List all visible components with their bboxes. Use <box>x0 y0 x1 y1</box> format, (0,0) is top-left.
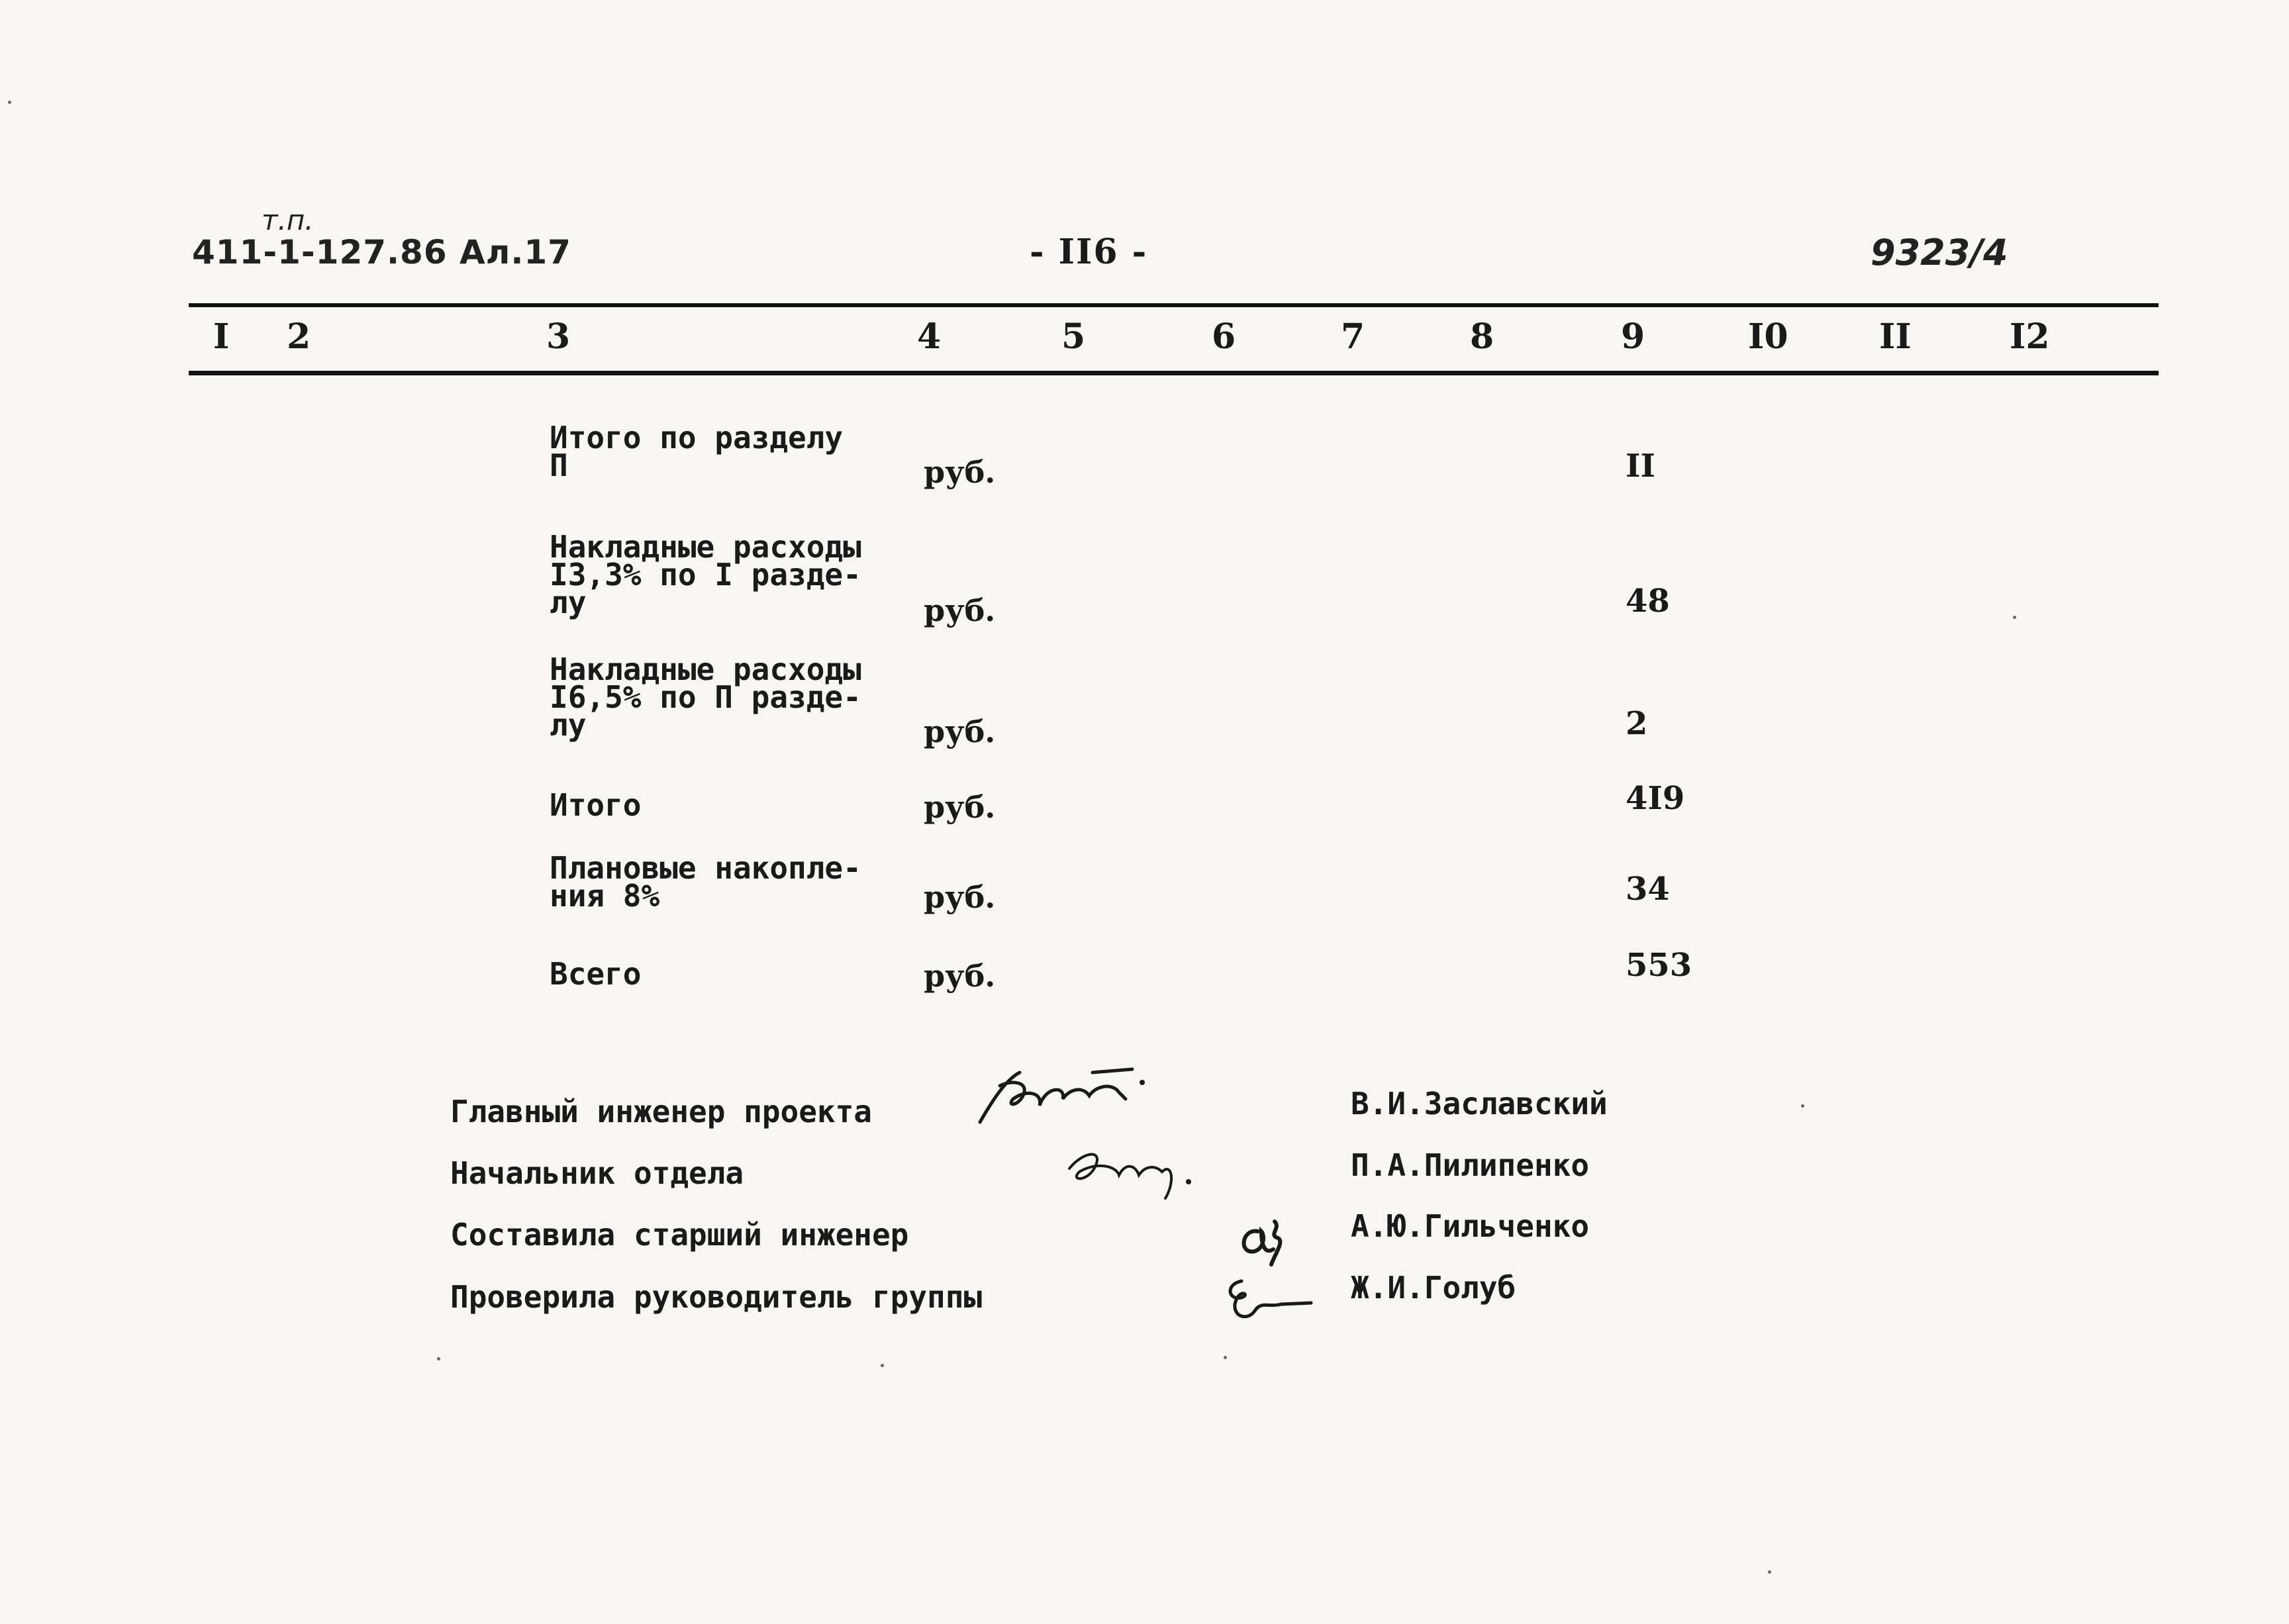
column-number: 4 <box>917 316 942 357</box>
column-number: 7 <box>1341 316 1365 357</box>
table-top-rule <box>189 303 2159 307</box>
row-description: Всего <box>550 956 642 992</box>
column-number: I <box>213 316 230 357</box>
signature-name: Ж.И.Голуб <box>1351 1270 1516 1306</box>
row-description: Итого по разделу П <box>550 420 844 483</box>
column-number: 8 <box>1470 316 1494 357</box>
signature-name: А.Ю.Гильченко <box>1351 1208 1590 1244</box>
page-number: - II6 - <box>1030 232 1148 272</box>
column-number: 5 <box>1061 316 1086 357</box>
scan-speck <box>437 1357 440 1361</box>
scan-speck <box>8 101 11 104</box>
scan-speck <box>2013 616 2016 619</box>
column-number: 6 <box>1212 316 1236 357</box>
tp-mark: т.п. <box>262 204 314 236</box>
archive-number: 9323/4 <box>1871 232 2008 273</box>
row-value: 553 <box>1626 947 1692 984</box>
row-unit: руб. <box>924 714 996 749</box>
column-number: II <box>1879 316 1912 357</box>
signature-department-head-icon <box>1056 1135 1215 1202</box>
signature-name: В.И.Заславский <box>1351 1086 1608 1122</box>
column-number: 3 <box>546 316 571 357</box>
document-code: 411-1-127.86 Ал.17 <box>192 233 571 271</box>
column-number: I2 <box>2010 316 2050 357</box>
row-unit: руб. <box>924 454 996 490</box>
row-value: II <box>1626 448 1655 485</box>
row-description: Накладные расходы I6,5% по П разде- лу <box>550 651 861 743</box>
signature-role: Главный инженер проекта <box>450 1094 872 1129</box>
signature-chief-engineer-icon <box>967 1059 1218 1132</box>
row-value: 2 <box>1626 705 1648 742</box>
row-unit: руб. <box>924 958 996 994</box>
scan-speck <box>881 1364 884 1367</box>
signature-checker-icon <box>1215 1271 1321 1331</box>
signature-role: Проверила руководитель группы <box>450 1279 983 1315</box>
row-description: Итого <box>550 787 642 823</box>
row-value: 34 <box>1626 871 1670 908</box>
row-unit: руб. <box>924 879 996 915</box>
row-value: 48 <box>1626 583 1670 620</box>
row-unit: руб. <box>924 593 996 628</box>
signature-role: Начальник отдела <box>450 1155 744 1191</box>
signature-role: Составила старший инженер <box>450 1217 909 1253</box>
row-value: 4I9 <box>1626 780 1685 817</box>
column-number: 9 <box>1621 316 1645 357</box>
row-unit: руб. <box>924 789 996 825</box>
scan-speck <box>1801 1104 1804 1108</box>
table-header-rule <box>189 371 2159 375</box>
scan-speck <box>1768 1570 1771 1574</box>
row-description: Накладные расходы I3,3% по I разде- лу <box>550 529 861 620</box>
signature-compiler-icon <box>1228 1202 1301 1274</box>
column-number: I0 <box>1748 316 1788 357</box>
signature-name: П.А.Пилипенко <box>1351 1147 1590 1183</box>
row-description: Плановые накопле- ния 8% <box>550 850 861 914</box>
column-number: 2 <box>287 316 311 357</box>
scan-speck <box>1224 1356 1227 1359</box>
